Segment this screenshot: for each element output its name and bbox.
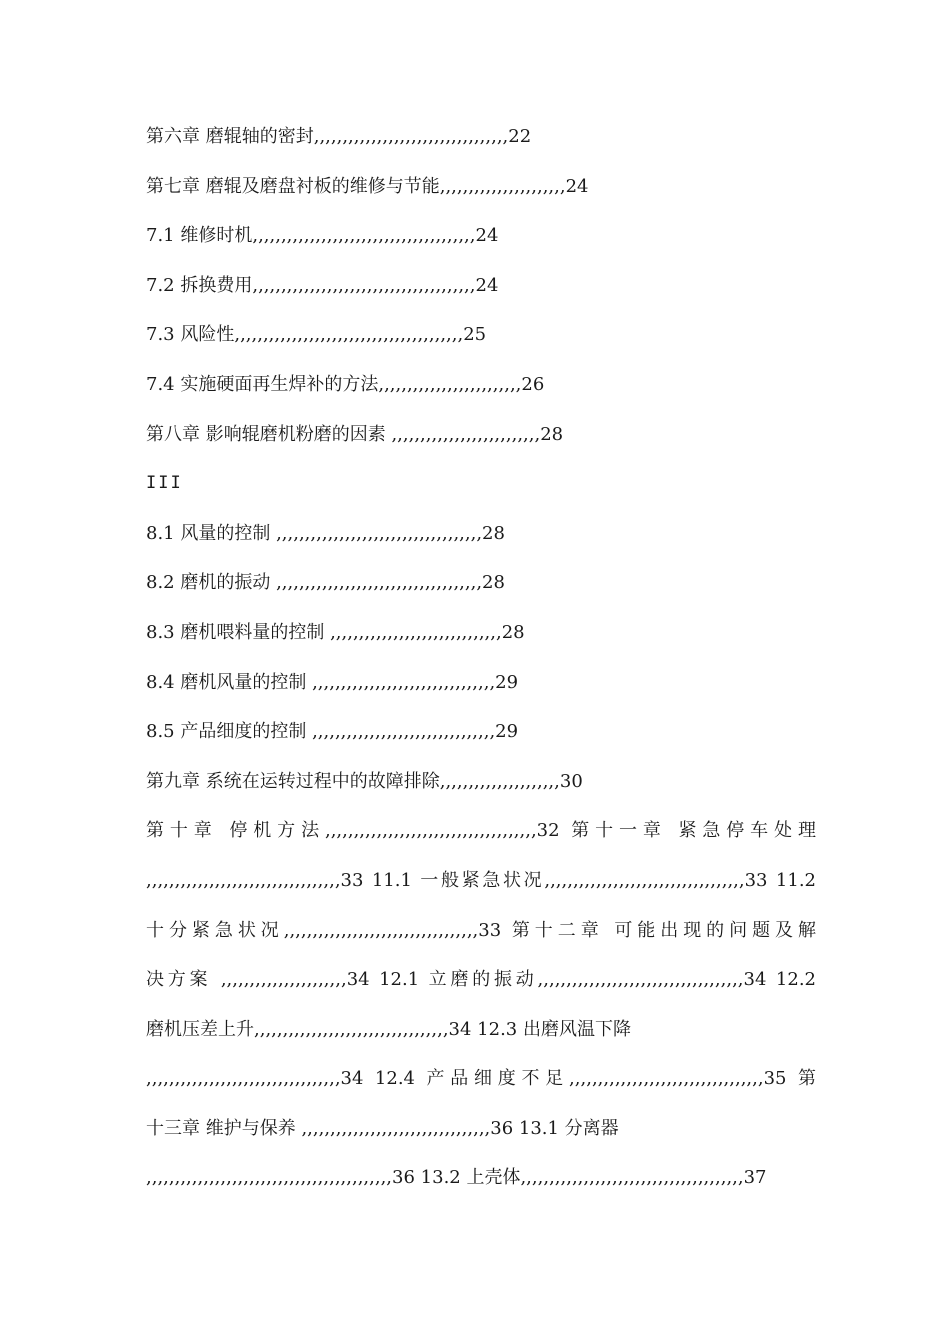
toc-line: 8.2 磨机的振动 ,,,,,,,,,,,,,,,,,,,,,,,,,,,,,,,,,,,,28 xyxy=(146,572,505,594)
toc-line: ,,,,,,,,,,,,,,,,,,,,,,,,,,,,,,,,,,33 11.1 一般紧急状况,,,,,,,,,,,,,,,,,,,,,,,,,,,,,,,,,,,33 11.2 xyxy=(146,869,816,891)
toc-line: 第六章 磨辊轴的密封,,,,,,,,,,,,,,,,,,,,,,,,,,,,,,,,,,22 xyxy=(146,126,532,147)
toc-line: ,,,,,,,,,,,,,,,,,,,,,,,,,,,,,,,,,,34 12.4 产品细度不足,,,,,,,,,,,,,,,,,,,,,,,,,,,,,,,,,,35 第 xyxy=(146,1068,816,1090)
toc-line: 8.4 磨机风量的控制 ,,,,,,,,,,,,,,,,,,,,,,,,,,,,,,,,29 xyxy=(146,671,519,693)
toc-line: 7.4 实施硬面再生焊补的方法,,,,,,,,,,,,,,,,,,,,,,,,,26 xyxy=(146,373,545,395)
toc-line: 十分紧急状况,,,,,,,,,,,,,,,,,,,,,,,,,,,,,,,,,,33 第十二章 可能出现的问题及解 xyxy=(146,919,816,941)
toc-line: 第七章 磨辊及磨盘衬板的维修与节能,,,,,,,,,,,,,,,,,,,,,,24 xyxy=(146,175,589,197)
toc-line: 8.1 风量的控制 ,,,,,,,,,,,,,,,,,,,,,,,,,,,,,,,,,,,,28 xyxy=(146,522,505,544)
toc-line: 第十章 停机方法,,,,,,,,,,,,,,,,,,,,,,,,,,,,,,,,,,,,,32 第十一章 紧急停车处理 xyxy=(146,820,816,842)
toc-line: 十三章 维护与保养 ,,,,,,,,,,,,,,,,,,,,,,,,,,,,,,,,,36 13.1 分离器 xyxy=(146,1117,619,1139)
toc-line: 磨机压差上升,,,,,,,,,,,,,,,,,,,,,,,,,,,,,,,,,,34 12.3 出磨风温下降 xyxy=(146,1018,631,1040)
toc-line: 第八章 影响辊磨机粉磨的因素 ,,,,,,,,,,,,,,,,,,,,,,,,,,28 xyxy=(146,423,564,445)
toc-line: 第九章 系统在运转过程中的故障排除,,,,,,,,,,,,,,,,,,,,,30 xyxy=(146,770,583,792)
toc-line: 8.5 产品细度的控制 ,,,,,,,,,,,,,,,,,,,,,,,,,,,,,,,,29 xyxy=(146,721,519,743)
table-of-contents xyxy=(146,112,816,1203)
page-number-roman: III xyxy=(146,473,183,494)
toc-line: 7.2 拆换费用,,,,,,,,,,,,,,,,,,,,,,,,,,,,,,,,,,,,,,,24 xyxy=(146,274,499,296)
toc-line: 7.1 维修时机,,,,,,,,,,,,,,,,,,,,,,,,,,,,,,,,,,,,,,,24 xyxy=(146,225,499,247)
toc-line: ,,,,,,,,,,,,,,,,,,,,,,,,,,,,,,,,,,,,,,,,,,,36 13.2 上壳体,,,,,,,,,,,,,,,,,,,,,,,,,,,,,,,,,,,,,,,37 xyxy=(146,1167,767,1189)
toc-line: 决方案 ,,,,,,,,,,,,,,,,,,,,,,34 12.1 立磨的振动,,,,,,,,,,,,,,,,,,,,,,,,,,,,,,,,,,,,34 12.2 xyxy=(146,969,816,991)
toc-line: 8.3 磨机喂料量的控制 ,,,,,,,,,,,,,,,,,,,,,,,,,,,,,,28 xyxy=(146,621,525,643)
toc-line: 7.3 风险性,,,,,,,,,,,,,,,,,,,,,,,,,,,,,,,,,,,,,,,,25 xyxy=(146,324,487,346)
